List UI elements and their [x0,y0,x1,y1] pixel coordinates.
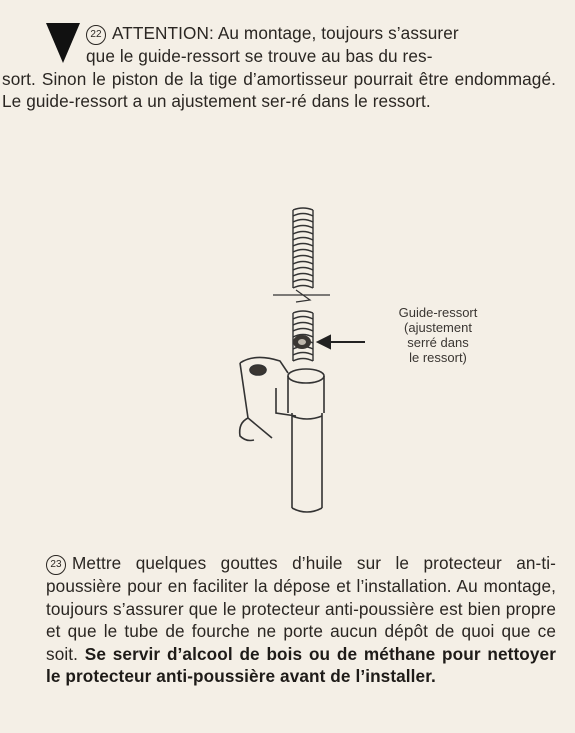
spring-guide-callout [373,305,503,365]
callout-line-2: (ajustement [404,320,472,335]
step-23-bold-text: Se servir d’alcool de bois ou de méthane pour nettoyer le protecteur anti-poussière avant de l’installer. [46,643,556,686]
step-22-number: 22 [86,25,106,45]
callout-line-1: Guide-ressort [398,305,478,320]
callout-line-3: serré dans [407,335,469,350]
callout-line-4: le ressort) [409,350,467,365]
step-22-attention-line: ATTENTION: Au montage, toujours s’assurer [112,23,459,43]
break-line-icon [273,290,330,302]
spring-upper-icon [293,208,313,288]
step-23-number: 23 [46,555,66,575]
fork-spring-diagram [200,198,530,538]
step-23-text: Mettre quelques gouttes d’huile sur le protecteur an-ti-poussière pour en faciliter la dépose et l’installation. Au montage, toujours s’assurer que le protecteur anti-poussière est bien propre et que le tube de fourche ne porte aucun dépôt de quoi que ce soit. [46,553,556,664]
arrow-icon [318,336,365,348]
step-22-line2: que le guide-ressort se trouve au bas du res- [86,46,433,66]
fork-tube-icon [240,357,324,512]
step-23-paragraph [46,552,556,688]
step-22-text: sort. Sinon le piston de la tige d’amortisseur pourrait être endommagé. Le guide-ressort a un ajustement ser-ré dans le ressort. [2,68,556,111]
warning-triangle-icon [46,23,80,63]
spring-guide-icon [293,335,311,349]
step-22-paragraph [2,22,556,113]
